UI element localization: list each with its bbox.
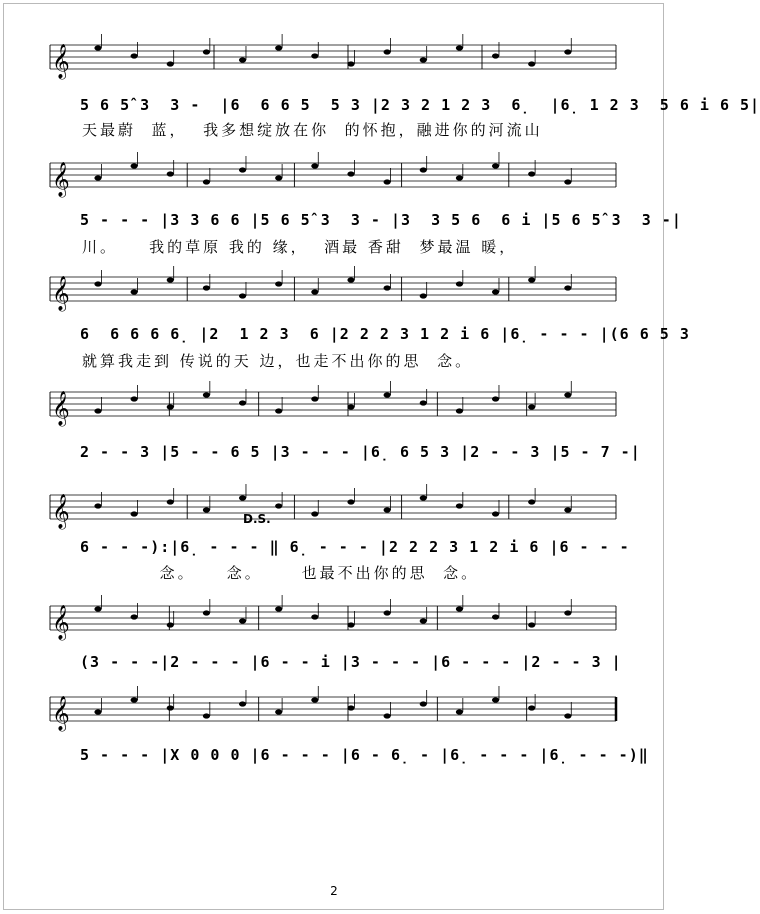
note-head xyxy=(94,503,101,508)
note-head xyxy=(347,61,354,66)
note-head xyxy=(528,705,535,710)
jianpu-line-6: (3 - - -|2 - - - |6 - - i |3 - - - |6 - - - |2 - - 3 | xyxy=(80,653,622,671)
note-head xyxy=(420,167,427,172)
note-head xyxy=(456,175,463,180)
note-head xyxy=(94,281,101,286)
note-head xyxy=(94,709,101,714)
note-head xyxy=(492,53,499,58)
note-head xyxy=(420,618,427,623)
note-head xyxy=(275,503,282,508)
note-head xyxy=(456,45,463,50)
note-head xyxy=(384,713,391,718)
note-head xyxy=(492,697,499,702)
note-head xyxy=(420,57,427,62)
note-head xyxy=(167,622,174,627)
treble-clef-icon: 𝄞 xyxy=(52,276,70,311)
note-head xyxy=(167,499,174,504)
note-head xyxy=(420,400,427,405)
note-head xyxy=(203,392,210,397)
note-head xyxy=(131,697,138,702)
note-head xyxy=(167,277,174,282)
note-head xyxy=(311,396,318,401)
note-head xyxy=(456,408,463,413)
note-head xyxy=(311,614,318,619)
note-head xyxy=(456,606,463,611)
ds-mark: D.S. xyxy=(243,512,271,526)
note-head xyxy=(239,57,246,62)
note-head xyxy=(94,45,101,50)
jianpu-line-4: 2 - - 3 |5 - - 6 5 |3 - - - |6̣ 6 5 3 |2 - - 3 |5 - 7 -| xyxy=(80,443,641,461)
lyrics-line-2: 川。 我的草原 我的 缘， 酒最 香甜 梦最温 暖， xyxy=(82,238,518,256)
note-head xyxy=(347,404,354,409)
jianpu-line-1: 5 6 5̂ 3 3 - |6 6 6 5 5 3 |2 3 2 1 2 3 6̣ |6̣ 1 2 3 5 6 i 6 5| xyxy=(80,96,760,114)
note-head xyxy=(492,511,499,516)
note-head xyxy=(131,614,138,619)
lyrics-line-3: 就算我走到 传说的天 边，也走不出你的思 念。 xyxy=(82,352,474,370)
jianpu-line-5: 6 - - -):|6̣ - - - ‖ 6̣ - - - |2 2 2 3 1 2 i 6 |6 - - - xyxy=(80,538,630,556)
staff-system-6 xyxy=(50,605,616,640)
treble-clef-icon: 𝄞 xyxy=(52,605,70,640)
note-head xyxy=(492,163,499,168)
note-head xyxy=(311,163,318,168)
note-head xyxy=(239,293,246,298)
note-head xyxy=(275,709,282,714)
note-head xyxy=(528,277,535,282)
jianpu-line-7: 5 - - - |X 0 0 0 |6 - - - |6 - 6̣ - |6̣ - - - |6̣ - - -)‖ xyxy=(80,746,649,764)
note-head xyxy=(420,293,427,298)
note-head xyxy=(131,511,138,516)
staff-system-7 xyxy=(50,696,616,731)
treble-clef-icon: 𝄞 xyxy=(52,696,70,731)
note-head xyxy=(347,705,354,710)
treble-clef-icon: 𝄞 xyxy=(52,162,70,197)
note-head xyxy=(167,61,174,66)
staff-system-2 xyxy=(50,162,616,197)
staff-system-4 xyxy=(50,391,616,426)
note-head xyxy=(167,171,174,176)
lyrics-line-1: 天最蔚 蓝， 我多想绽放在你 的怀抱，融进你的河流山 xyxy=(82,121,543,139)
note-head xyxy=(239,495,246,500)
note-head xyxy=(384,179,391,184)
note-head xyxy=(94,606,101,611)
note-head xyxy=(203,713,210,718)
note-head xyxy=(239,400,246,405)
note-head xyxy=(275,281,282,286)
treble-clef-icon: 𝄞 xyxy=(52,494,70,529)
page-number: 2 xyxy=(330,884,338,898)
note-head xyxy=(384,285,391,290)
note-head xyxy=(456,503,463,508)
note-head xyxy=(347,499,354,504)
note-head xyxy=(384,610,391,615)
note-head xyxy=(275,408,282,413)
note-head xyxy=(203,49,210,54)
note-head xyxy=(528,61,535,66)
note-head xyxy=(528,622,535,627)
note-head xyxy=(564,507,571,512)
staff-system-3 xyxy=(50,276,616,311)
note-head xyxy=(94,408,101,413)
note-head xyxy=(564,392,571,397)
note-head xyxy=(311,53,318,58)
note-head xyxy=(239,167,246,172)
treble-clef-icon: 𝄞 xyxy=(52,391,70,426)
note-head xyxy=(564,179,571,184)
note-head xyxy=(528,499,535,504)
note-head xyxy=(311,511,318,516)
note-head xyxy=(456,281,463,286)
note-head xyxy=(275,175,282,180)
note-head xyxy=(311,289,318,294)
jianpu-line-3: 6 6 6 6 6̣ |2 1 2 3 6 |2 2 2 3 1 2 i 6 |6̣ - - - |(6 6 5 3 xyxy=(80,325,690,343)
note-head xyxy=(275,606,282,611)
note-head xyxy=(384,392,391,397)
note-head xyxy=(203,610,210,615)
note-head xyxy=(564,49,571,54)
lyrics-line-5: 念。 念。 也最不出你的思 念。 xyxy=(82,564,480,582)
note-head xyxy=(203,285,210,290)
staff-system-5 xyxy=(50,494,616,529)
note-head xyxy=(239,618,246,623)
note-head xyxy=(131,53,138,58)
note-head xyxy=(528,404,535,409)
note-head xyxy=(239,701,246,706)
note-head xyxy=(131,396,138,401)
note-head xyxy=(492,289,499,294)
note-head xyxy=(384,49,391,54)
note-head xyxy=(456,709,463,714)
note-head xyxy=(420,495,427,500)
note-head xyxy=(492,614,499,619)
jianpu-line-2: 5 - - - |3 3 6 6 |5 6 5̂ 3 3 - |3 3 5 6 6 i |5 6 5̂ 3 3 -| xyxy=(80,211,682,229)
note-head xyxy=(167,404,174,409)
note-head xyxy=(275,45,282,50)
note-head xyxy=(167,705,174,710)
note-head xyxy=(564,713,571,718)
note-head xyxy=(94,175,101,180)
note-head xyxy=(492,396,499,401)
staff-system-1 xyxy=(50,44,616,79)
note-head xyxy=(528,171,535,176)
note-head xyxy=(384,507,391,512)
note-head xyxy=(420,701,427,706)
note-head xyxy=(564,610,571,615)
note-head xyxy=(203,507,210,512)
note-head xyxy=(311,697,318,702)
note-head xyxy=(347,622,354,627)
note-head xyxy=(564,285,571,290)
note-head xyxy=(347,171,354,176)
note-head xyxy=(131,163,138,168)
note-head xyxy=(131,289,138,294)
treble-clef-icon: 𝄞 xyxy=(52,44,70,79)
note-head xyxy=(347,277,354,282)
note-head xyxy=(203,179,210,184)
